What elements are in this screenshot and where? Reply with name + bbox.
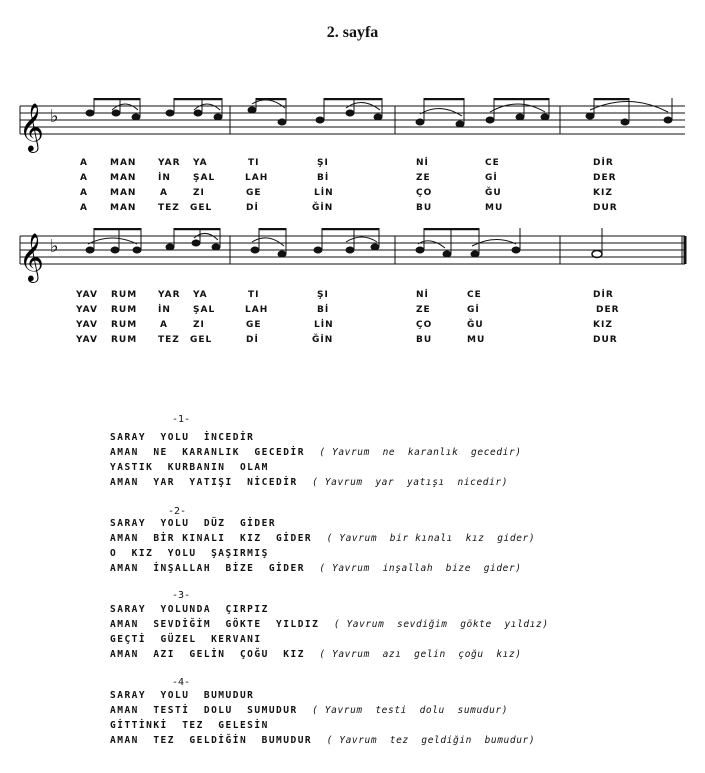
lyric-syllable: KIZ [593,320,613,330]
lyric-syllable: ZI [193,188,205,198]
lyric-syllable: DİR [593,158,614,168]
flat-sign-icon: ♭ [50,236,59,257]
verse-line [110,720,269,731]
verse-line [110,548,269,559]
verse-line-text: AMAN BİR KINALI KIZ GİDER [110,533,313,544]
lyric-syllable: CE [485,158,500,168]
lyric-syllable: CE [467,290,482,300]
lyric-syllable: YAV [76,290,98,300]
verse-line [110,447,522,458]
verse-line-text: AMAN SEVDİĞİM GÖKTE YILDIZ [110,619,320,630]
verse-number: -3- [172,590,191,601]
lyric-syllable: BU [416,335,433,345]
lyric-row [0,320,705,333]
lyric-syllable: YA [193,290,208,300]
lyric-syllable: A [80,173,88,183]
verse-line-text: AMAN YAR YATIŞI NİCEDİR [110,477,298,488]
verse-line [110,735,535,746]
lyric-syllable: YA [193,158,208,168]
lyric-syllable: MAN [110,158,137,168]
verse-line [110,533,535,544]
lyric-syllable: MAN [110,188,137,198]
lyric-syllable: GEL [190,203,213,213]
music-staff-1 [0,98,705,158]
lyric-syllable: ĞU [485,188,502,198]
lyric-syllable: DER [596,305,620,315]
verse-line-text: AMAN NE KARANLIK GECEDİR [110,447,305,458]
verse-line [110,477,508,488]
lyric-row [0,173,705,186]
lyric-row [0,158,705,171]
lyric-syllable: İN [158,173,171,183]
verse-line [110,634,262,645]
verse-line-text: AMAN TESTİ DOLU SUMUDUR [110,705,298,716]
verse-line-text: GİTTİNKİ TEZ GELESİN [110,720,269,731]
lyric-syllable: İN [158,305,171,315]
lyric-syllable: RUM [111,305,138,315]
lyric-syllable: YAV [76,305,98,315]
lyric-syllable: Nİ [416,290,429,300]
lyric-syllable: Dİ [246,335,259,345]
lyric-syllable: A [80,203,88,213]
flat-sign-icon: ♭ [50,106,59,127]
lyric-syllable: ZI [193,320,205,330]
lyric-syllable: LİN [314,320,334,330]
treble-clef-icon: 𝄞 [19,102,44,151]
lyric-syllable: YAV [76,320,98,330]
verse-line-text: SARAY YOLU İNCEDİR [110,432,255,443]
lyric-syllable: TI [248,290,260,300]
lyric-syllable: MU [485,203,504,213]
verse-number: -1- [172,414,191,425]
lyric-syllable: Nİ [416,158,429,168]
lyric-syllable: LAH [245,173,269,183]
lyric-syllable: A [80,158,88,168]
verse-line [110,563,522,574]
verse-line [110,690,254,701]
verse-line-text: O KIZ YOLU ŞAŞIRMIŞ [110,548,269,559]
lyric-row [0,188,705,201]
lyric-syllable: ZE [416,173,431,183]
verse-line-text: YASTIK KURBANIN OLAM [110,462,269,473]
verse-line-text: GEÇTİ GÜZEL KERVANI [110,634,262,645]
lyric-syllable: DER [593,173,617,183]
lyric-syllable: RUM [111,320,138,330]
lyric-syllable: TI [248,158,260,168]
lyric-syllable: DUR [593,203,618,213]
lyric-syllable: LİN [314,188,334,198]
lyric-syllable: YAV [76,335,98,345]
lyric-syllable: ÇO [416,320,433,330]
lyric-syllable: MAN [110,173,137,183]
lyric-syllable: Dİ [246,203,259,213]
lyric-syllable: ÇO [416,188,433,198]
treble-clef-icon: 𝄞 [19,232,44,281]
verse-line-text: SARAY YOLU DÜZ GİDER [110,518,277,529]
verse-line-text: AMAN TEZ GELDİĞİN BUMUDUR [110,735,313,746]
verse-line-note: ( Yavrum testi dolu sumudur) [312,705,509,716]
lyric-syllable: ŞI [317,158,329,168]
lyric-syllable: KIZ [593,188,613,198]
lyric-syllable: ĞU [467,320,484,330]
lyric-syllable: Gİ [485,173,498,183]
verse-line-note: ( Yavrum yar yatışı nicedir) [312,477,509,488]
verse-line-text: AMAN AZI GELİN ÇOĞU KIZ [110,649,305,660]
lyric-syllable: ŞAL [193,305,216,315]
lyric-row [0,305,705,318]
lyric-syllable: A [160,320,168,330]
lyric-syllable: ŞI [317,290,329,300]
lyric-syllable: ŞAL [193,173,216,183]
lyric-syllable: GE [246,320,262,330]
lyric-syllable: MAN [110,203,137,213]
verse-line-note: ( Yavrum bir kınalı kız gider) [326,533,536,544]
verse-line-note: ( Yavrum tez geldiğin bumudur) [326,735,536,746]
lyric-syllable: TEZ [158,335,180,345]
lyric-syllable: LAH [245,305,269,315]
lyric-row [0,335,705,348]
verse-line-text: SARAY YOLUNDA ÇIRPIZ [110,604,269,615]
lyric-syllable: ĞİN [312,203,334,213]
music-staff-2 [0,228,705,288]
lyric-syllable: Gİ [467,305,480,315]
lyric-syllable: Bİ [317,305,330,315]
lyric-syllable: ZE [416,305,431,315]
verse-line [110,518,276,529]
lyric-syllable: A [80,188,88,198]
lyric-syllable: GEL [190,335,213,345]
lyric-syllable: GE [246,188,262,198]
page-title: 2. sayfa [326,24,379,41]
verse-line [110,604,269,615]
lyric-syllable: YAR [158,290,181,300]
lyric-syllable: RUM [111,335,138,345]
verse-line-text: SARAY YOLU BUMUDUR [110,690,255,701]
verse-line-text: AMAN İNŞALLAH BİZE GİDER [110,563,305,574]
verse-number: -4- [172,677,191,688]
verse-line [110,649,522,660]
lyric-syllable: ĞİN [312,335,334,345]
lyric-syllable: MU [467,335,486,345]
verse-line-note: ( Yavrum azı gelin çoğu kız) [319,649,522,660]
lyric-syllable: BU [416,203,433,213]
verse-line [110,619,549,630]
lyric-row [0,203,705,216]
lyric-syllable: DUR [593,335,618,345]
lyric-syllable: Bİ [317,173,330,183]
verse-line-note: ( Yavrum sevdiğim gökte yıldız) [333,619,549,630]
verse-line [110,462,269,473]
verse-line [110,432,254,443]
lyric-syllable: TEZ [158,203,180,213]
lyric-syllable: DİR [593,290,614,300]
lyric-row [0,290,705,303]
verse-line [110,705,508,716]
verse-number: -2- [168,506,187,517]
verse-line-note: ( Yavrum inşallah bize gider) [319,563,522,574]
lyric-syllable: RUM [111,290,138,300]
lyric-syllable: A [160,188,168,198]
verse-line-note: ( Yavrum ne karanlık gecedir) [319,447,522,458]
lyric-syllable: YAR [158,158,181,168]
